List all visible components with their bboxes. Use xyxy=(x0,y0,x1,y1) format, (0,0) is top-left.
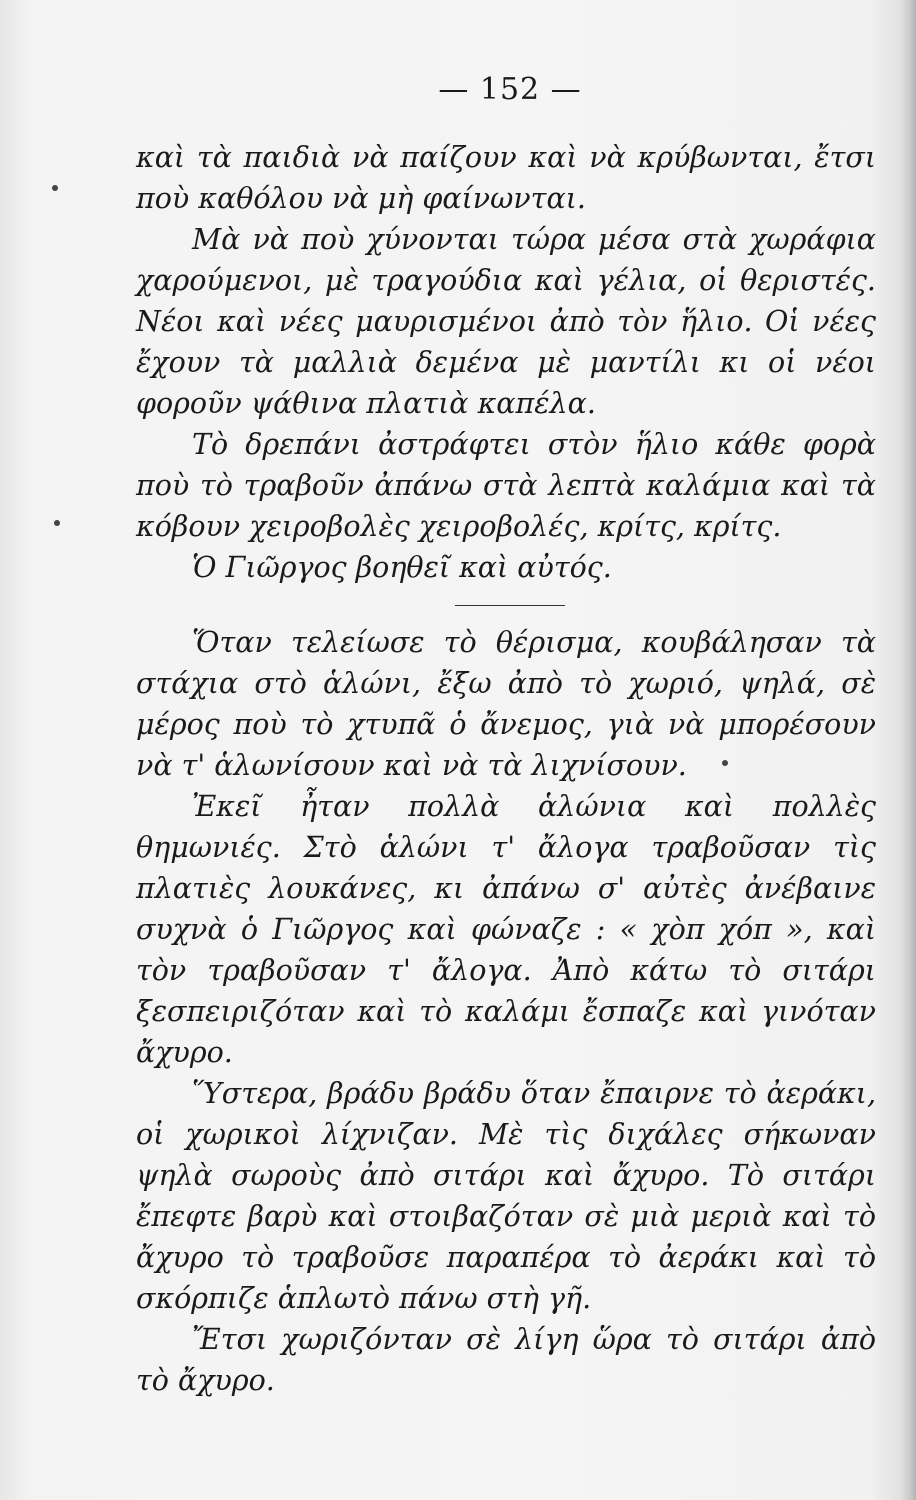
page-edge-shadow xyxy=(900,0,916,1500)
section-harvest xyxy=(136,137,876,588)
paragraph: Ἔτσι χωριζόνταν σὲ λίγη ὥρα τὸ σιτάρι ἀπὸ τὸ ἄχυρο. xyxy=(136,1323,876,1397)
page-number: — 152 — xyxy=(438,72,582,107)
paragraph: Ὕστερα, βράδυ βράδυ ὅταν ἔπαιρνε τὸ ἀεράκι, οἱ χωρικοὶ λίχνιζαν. Μὲ τὶς διχάλες σήκωναν ψηλὰ σωροὺς ἀπὸ σιτάρι καὶ ἄχυρο. Τὸ σιτάρι ἔπεφτε βαρὺ καὶ στοιβαζόταν σὲ μιὰ μεριὰ καὶ τὸ ἄχυρο τὸ τραβοῦσε παραπέρα τὸ ἀεράκι καὶ τὸ σκόρπιζε ἁπλωτὸ πάνω στὴ γῆ. xyxy=(136,1077,876,1315)
section-threshing xyxy=(136,622,876,1401)
print-speck xyxy=(52,185,58,191)
section-divider xyxy=(455,605,565,606)
print-speck xyxy=(722,760,728,766)
paragraph: Ὁ Γιῶργος βοηθεῖ καὶ αὐτός. xyxy=(192,551,612,584)
paragraph: καὶ τὰ παιδιὰ νὰ παίζουν καὶ νὰ κρύβωνται, ἔτσι ποὺ καθόλου νὰ μὴ φαίνωνται. xyxy=(136,141,876,215)
paragraph: Ἐκεῖ ἦταν πολλὰ ἁλώνια καὶ πολλὲς θημωνιές. Στὸ ἁλώνι τ' ἄλογα τραβοῦσαν τὶς πλατιὲς λουκάνες, κι ἀπάνω σ' αὐτὲς ἀνέβαινε συχνὰ ὁ Γιῶργος καὶ φώναζε : « χὸπ χόπ », καὶ τὸν τραβοῦσαν τ' ἄλογα. Ἀπὸ κάτω τὸ σιτάρι ξεσπειριζόταν καὶ τὸ καλάμι ἔσπαζε καὶ γινόταν ἄχυρο. xyxy=(136,790,876,1069)
paragraph: Μὰ νὰ ποὺ χύνονται τώρα μέσα στὰ χωράφια χαρούμενοι, μὲ τραγούδια καὶ γέλια, οἱ θεριστές. Νέοι καὶ νέες μαυρισμένοι ἀπὸ τὸν ἥλιο. Οἱ νέες ἔχουν τὰ μαλλιὰ δεμένα μὲ μαντίλι κι οἱ νέοι φοροῦν ψάθινα πλατιὰ καπέλα. xyxy=(136,223,876,420)
paragraph: Τὸ δρεπάνι ἀστράφτει στὸν ἥλιο κάθε φορὰ ποὺ τὸ τραβοῦν ἀπάνω στὰ λεπτὰ καλάμια καὶ τὰ κόβουν χειροβολὲς χειροβολές, κρίτς, κρίτς. xyxy=(136,428,876,543)
paragraph: Ὅταν τελείωσε τὸ θέρισμα, κουβάλησαν τὰ στάχια στὸ ἁλώνι, ἔξω ἀπὸ τὸ χωριό, ψηλά, σὲ μέρος ποὺ τὸ χτυπᾶ ὁ ἄνεμος, γιὰ νὰ μπορέσουν νὰ τ' ἁλωνίσουν καὶ νὰ τὰ λιχνίσουν. xyxy=(136,626,876,782)
print-speck xyxy=(54,520,60,526)
